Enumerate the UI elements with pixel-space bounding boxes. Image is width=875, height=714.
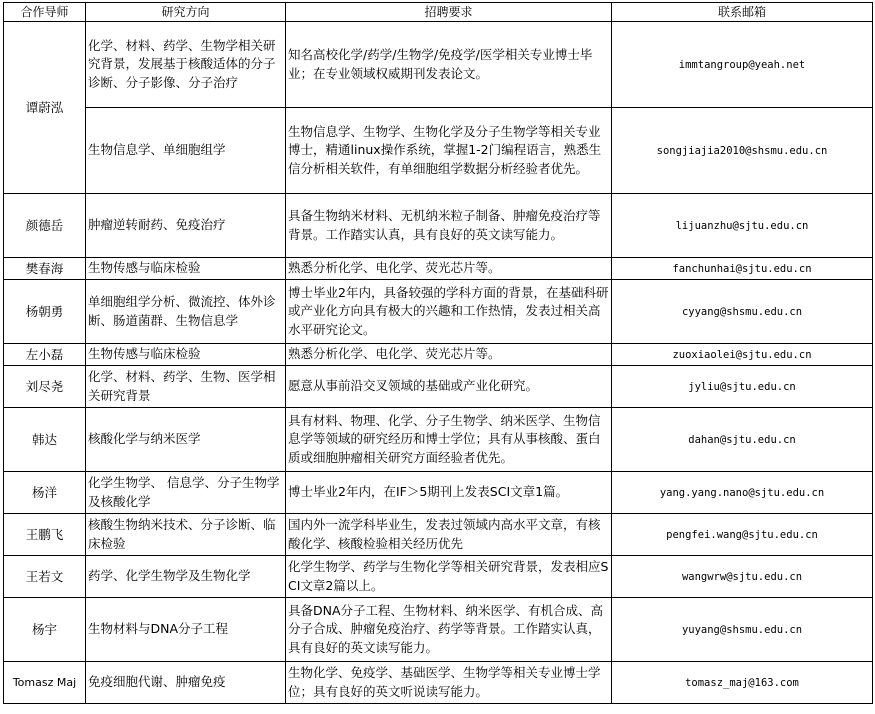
research-direction: 核酸化学与纳米医学 <box>86 408 286 472</box>
recruitment-requirement: 生物信息学、生物学、生物化学及分子生物学等相关专业博士，精通linux操作系统，掌握1-2门编程语言，熟悉生信分析相关软件，有单细胞组学数据分析经验者优先。 <box>286 108 612 194</box>
recruitment-table <box>3 2 873 704</box>
recruitment-requirement: 国内外一流学科毕业生，发表过领域内高水平文章，有核酸化学、核酸检验相关经历优先 <box>286 514 612 556</box>
mentor-name: 左小磊 <box>4 344 86 366</box>
recruitment-requirement: 化学生物学、药学与生物化学等相关研究背景，发表相应SCI文章2篇以上。 <box>286 556 612 598</box>
table-row <box>4 514 873 556</box>
research-direction: 生物传感与临床检验 <box>86 258 286 280</box>
research-direction: 化学、材料、药学、生物、医学相关研究背景 <box>86 366 286 408</box>
research-direction: 生物信息学、单细胞组学 <box>86 108 286 194</box>
contact-email[interactable]: yuyang@shsmu.edu.cn <box>612 598 873 662</box>
research-direction: 化学、材料、药学、生物学相关研究背景，发展基于核酸适体的分子诊断、分子影像、分子治疗 <box>86 22 286 108</box>
header-requirement: 招聘要求 <box>286 3 612 22</box>
contact-email[interactable]: lijuanzhu@sjtu.edu.cn <box>612 194 873 258</box>
recruitment-requirement: 具有材料、物理、化学、分子生物学、纳米医学、生物信息学等领域的研究经历和博士学位；具有从事核酸、蛋白质或细胞肿瘤相关研究方面经验者优先。 <box>286 408 612 472</box>
mentor-name: 颜德岳 <box>4 194 86 258</box>
research-direction: 化学生物学、 信息学、分子生物学及核酸化学 <box>86 472 286 514</box>
recruitment-requirement: 具备DNA分子工程、生物材料、纳米医学、有机合成、高分子合成、肿瘤免疫治疗、药学等背景。工作踏实认真，具有良好的英文读写能力。 <box>286 598 612 662</box>
table-row <box>4 662 873 704</box>
contact-email[interactable]: songjiajia2010@shsmu.edu.cn <box>612 108 873 194</box>
recruitment-requirement: 博士毕业2年内，具备较强的学科方面的背景，在基础科研或产业化方向具有极大的兴趣和工作热情，发表过相关高水平研究论文。 <box>286 280 612 344</box>
header-email: 联系邮箱 <box>612 3 873 22</box>
contact-email[interactable]: fanchunhai@sjtu.edu.cn <box>612 258 873 280</box>
research-direction: 药学、化学生物学及生物化学 <box>86 556 286 598</box>
table-row <box>4 194 873 258</box>
contact-email[interactable]: wangwrw@sjtu.edu.cn <box>612 556 873 598</box>
mentor-name: 刘尽尧 <box>4 366 86 408</box>
table-row <box>4 598 873 662</box>
table-row <box>4 556 873 598</box>
mentor-name: Tomasz Maj <box>4 662 86 704</box>
mentor-name: 王若文 <box>4 556 86 598</box>
table-row <box>4 344 873 366</box>
recruitment-requirement: 熟悉分析化学、电化学、荧光芯片等。 <box>286 258 612 280</box>
contact-email[interactable]: zuoxiaolei@sjtu.edu.cn <box>612 344 873 366</box>
header-direction: 研究方向 <box>86 3 286 22</box>
mentor-name: 杨宇 <box>4 598 86 662</box>
recruitment-requirement: 愿意从事前沿交叉领域的基础或产业化研究。 <box>286 366 612 408</box>
recruitment-requirement: 生物化学、免疫学、基础医学、生物学等相关专业博士学位；具有良好的英文听说读写能力。 <box>286 662 612 704</box>
table-row <box>4 472 873 514</box>
research-direction: 单细胞组学分析、微流控、体外诊断、肠道菌群、生物信息学 <box>86 280 286 344</box>
recruitment-requirement: 具备生物纳米材料、无机纳米粒子制备、肿瘤免疫治疗等背景。工作踏实认真，具有良好的英文读写能力。 <box>286 194 612 258</box>
contact-email[interactable]: dahan@sjtu.edu.cn <box>612 408 873 472</box>
mentor-name: 韩达 <box>4 408 86 472</box>
research-direction: 肿瘤逆转耐药、免疫治疗 <box>86 194 286 258</box>
table-row <box>4 366 873 408</box>
contact-email[interactable]: cyyang@shsmu.edu.cn <box>612 280 873 344</box>
mentor-name: 王鹏飞 <box>4 514 86 556</box>
research-direction: 生物材料与DNA分子工程 <box>86 598 286 662</box>
header-mentor: 合作导师 <box>4 3 86 22</box>
recruitment-requirement: 博士毕业2年内，在IF＞5期刊上发表SCI文章1篇。 <box>286 472 612 514</box>
contact-email[interactable]: immtangroup@yeah.net <box>612 22 873 108</box>
contact-email[interactable]: pengfei.wang@sjtu.edu.cn <box>612 514 873 556</box>
mentor-name: 樊春海 <box>4 258 86 280</box>
table-row <box>4 408 873 472</box>
table-header-row <box>4 3 873 22</box>
recruitment-requirement: 知名高校化学/药学/生物学/免疫学/医学相关专业博士毕业；在专业领域权威期刊发表论文。 <box>286 22 612 108</box>
table-row <box>4 108 873 194</box>
contact-email[interactable]: tomasz_maj@163.com <box>612 662 873 704</box>
table-row <box>4 22 873 108</box>
table-row <box>4 258 873 280</box>
research-direction: 核酸生物纳米技术、分子诊断、临床检验 <box>86 514 286 556</box>
research-direction: 免疫细胞代谢、肿瘤免疫 <box>86 662 286 704</box>
research-direction: 生物传感与临床检验 <box>86 344 286 366</box>
contact-email[interactable]: yang.yang.nano@sjtu.edu.cn <box>612 472 873 514</box>
recruitment-requirement: 熟悉分析化学、电化学、荧光芯片等。 <box>286 344 612 366</box>
table-row <box>4 280 873 344</box>
mentor-name: 杨朝勇 <box>4 280 86 344</box>
mentor-name: 谭蔚泓 <box>4 22 86 194</box>
mentor-name: 杨洋 <box>4 472 86 514</box>
contact-email[interactable]: jyliu@sjtu.edu.cn <box>612 366 873 408</box>
